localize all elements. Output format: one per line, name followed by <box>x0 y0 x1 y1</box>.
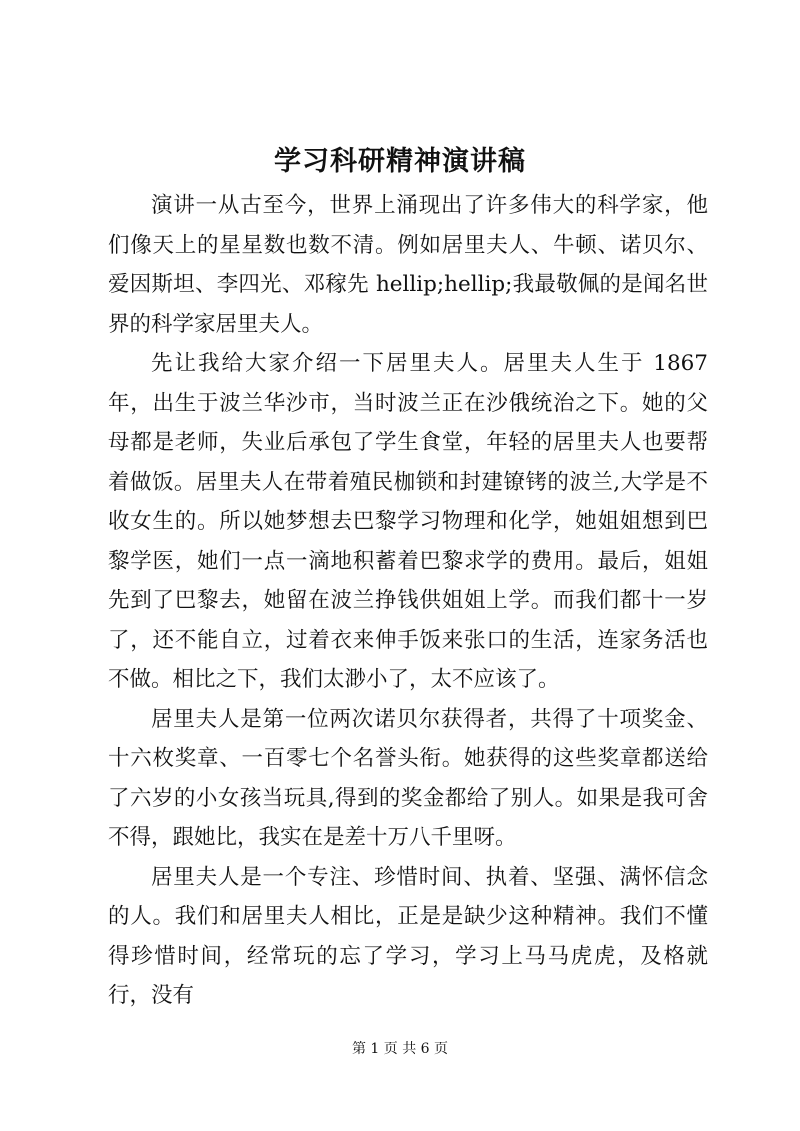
page-title: 学习科研精神演讲稿 <box>274 146 526 177</box>
page-number-footer: 第 1 页 共 6 页 <box>351 1041 449 1057</box>
paragraph-3: 居里夫人是第一位两次诺贝尔获得者，共得了十项奖金、十六枚奖章、一百零七个名誉头衔。她获得的这些奖章都送给了六岁的小女孩当玩具,得到的奖金都给了别人。如果是我可舍不得，跟她比，我实在是差十万八千里呀。 <box>108 706 708 850</box>
paragraph-1: 演讲一从古至今，世界上涌现出了许多伟大的科学家，他们像天上的星星数也数不清。例如居里夫人、牛顿、诺贝尔、爱因斯坦、李四光、邓稼先 hellip;hellip;我最敬佩的是闻名世界的科学家居里夫人。 <box>108 193 708 337</box>
paragraph-4: 居里夫人是一个专注、珍惜时间、执着、坚强、满怀信念的人。我们和居里夫人相比，正是是缺少这种精神。我们不懂得珍惜时间，经常玩的忘了学习，学习上马马虎虎，及格就行，没有 <box>108 864 708 1008</box>
paragraph-2: 先让我给大家介绍一下居里夫人。居里夫人生于 1867 年，出生于波兰华沙市，当时波兰正在沙俄统治之下。她的父母都是老师，失业后承包了学生食堂，年轻的居里夫人也要帮着做饭。居里夫人在带着殖民枷锁和封建镣铐的波兰,大学是不收女生的。所以她梦想去巴黎学习物理和化学，她姐姐想到巴黎学医，她们一点一滴地积蓄着巴黎求学的费用。最后，姐姐先到了巴黎去，她留在波兰挣钱供姐姐上学。而我们都十一岁了，还不能自立，过着衣来伸手饭来张口的生活，连家务活也不做。相比之下，我们太渺小了，太不应该了。 <box>108 351 708 692</box>
document-body <box>108 186 708 1016</box>
